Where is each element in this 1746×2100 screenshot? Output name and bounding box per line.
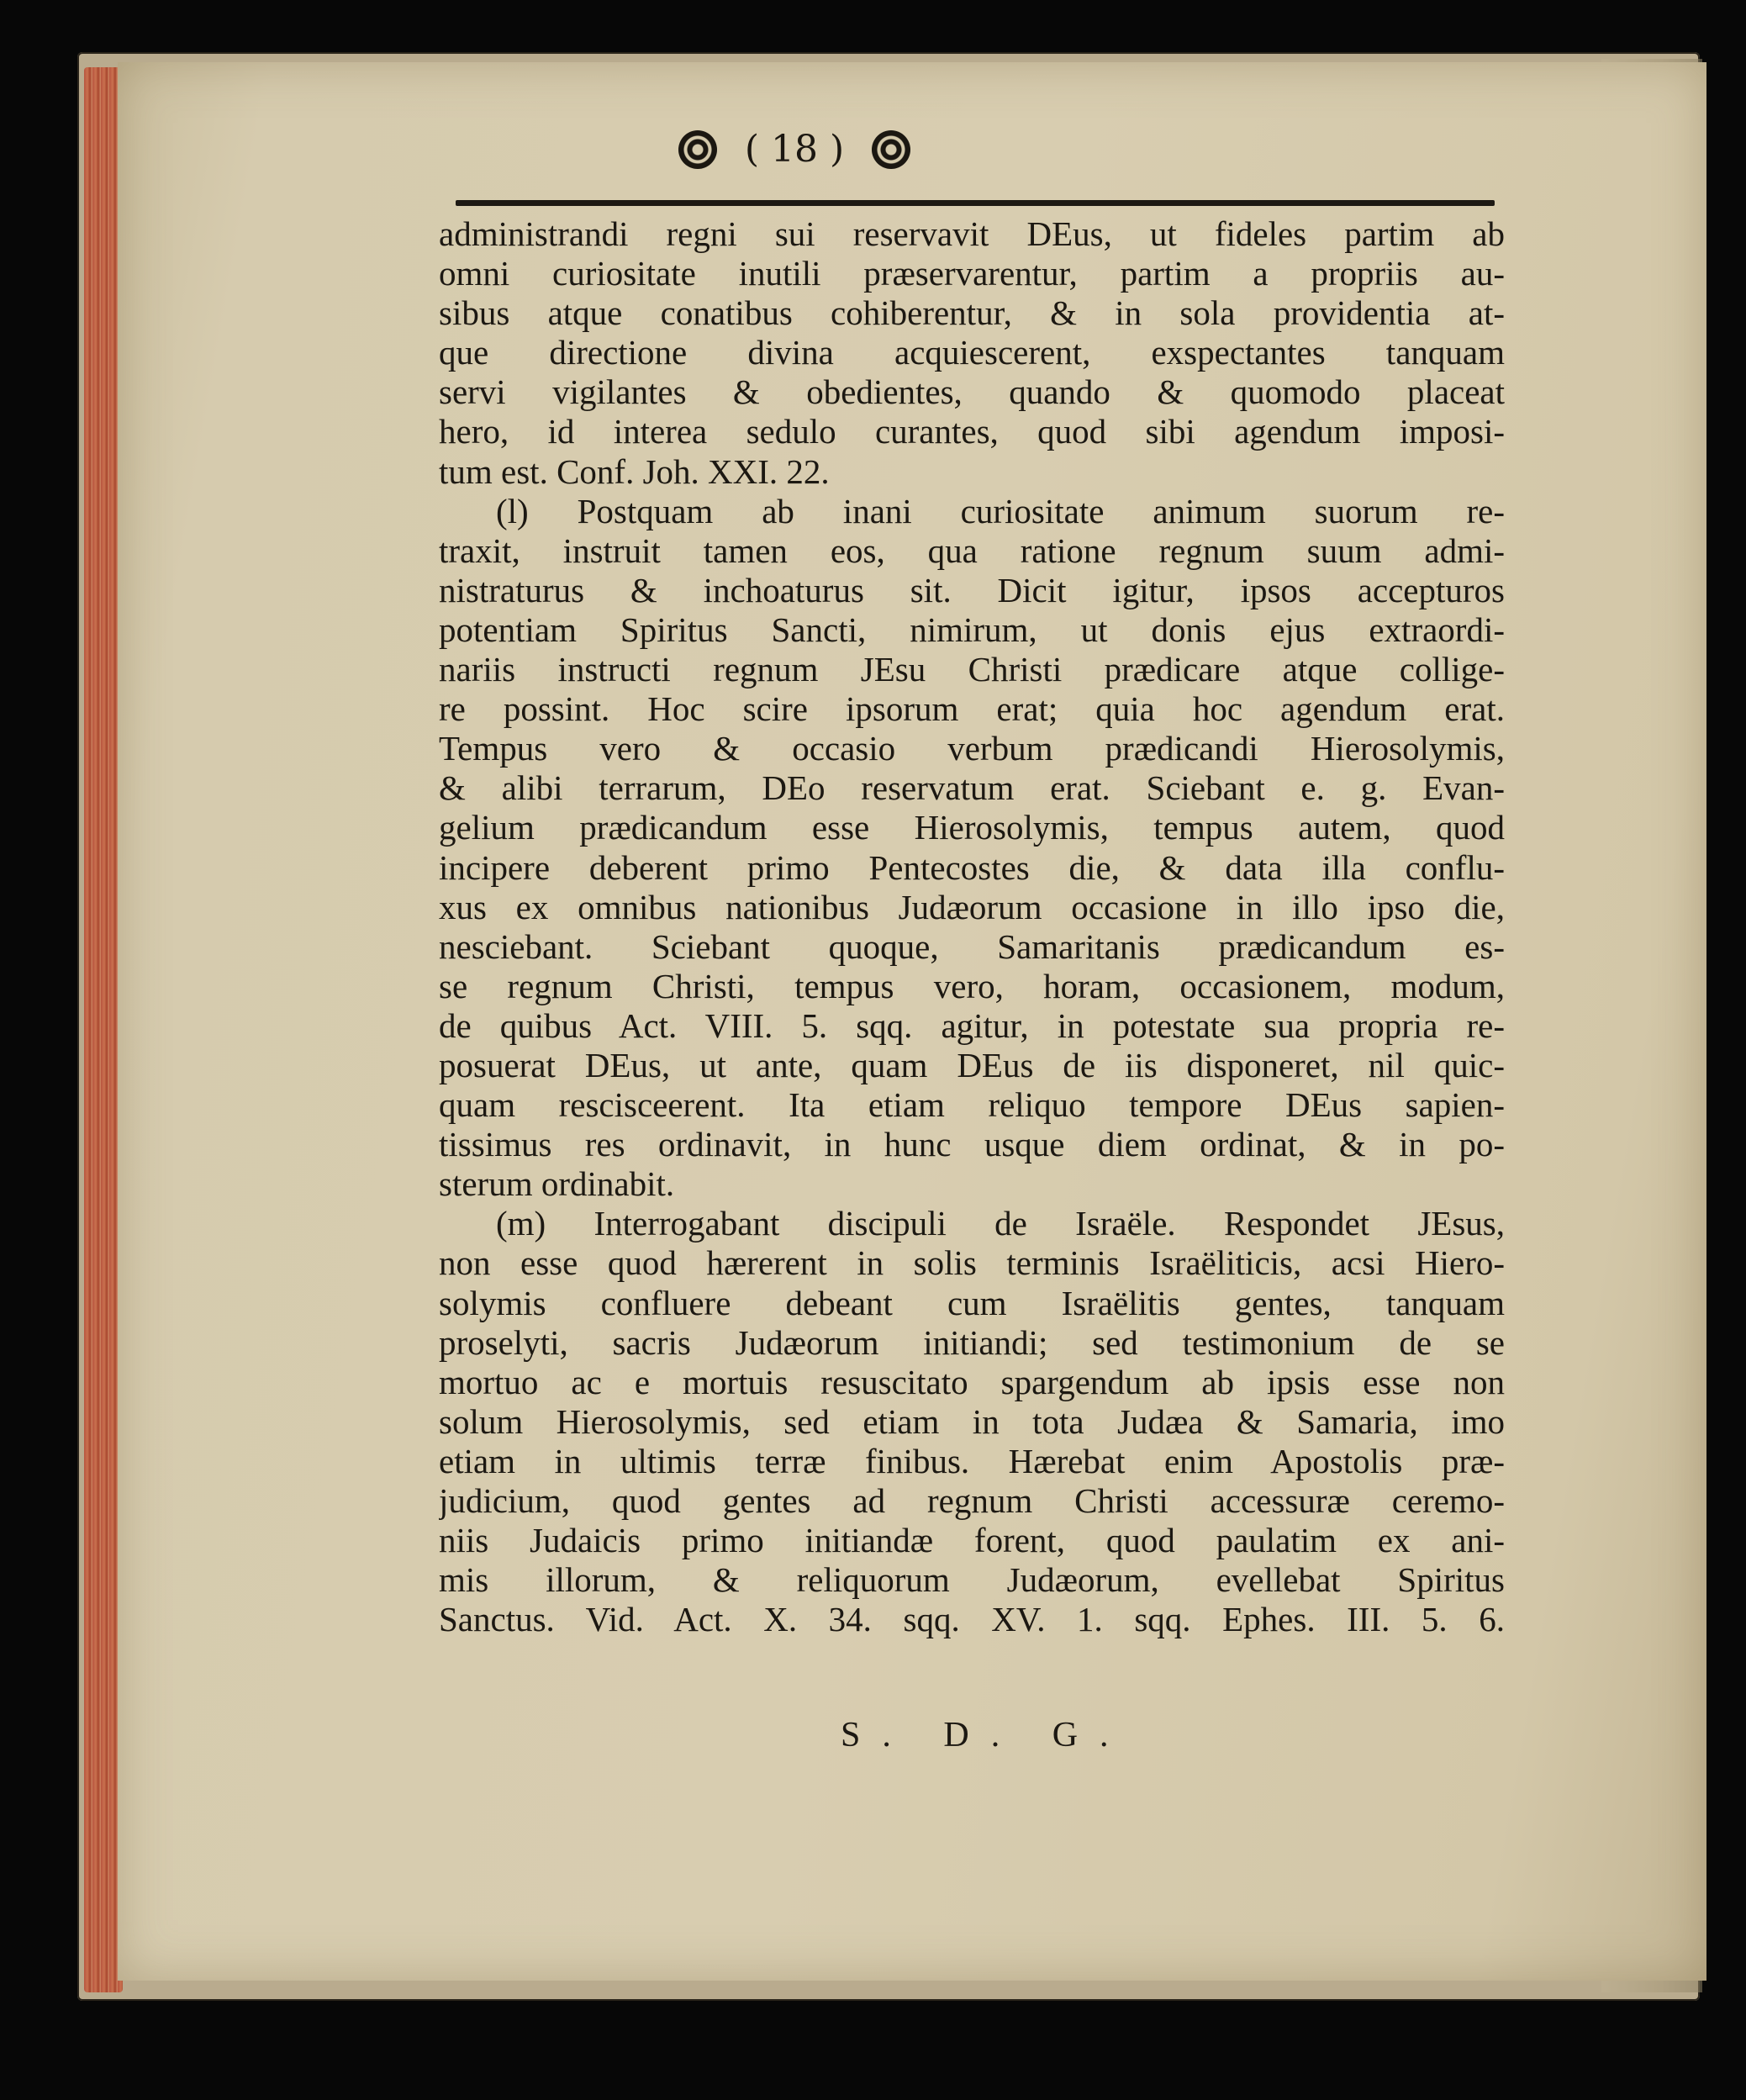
text-line: sibus atque conatibus cohiberentur, & in sola providentia at-	[439, 293, 1505, 333]
text-line: sterum ordinabit.	[439, 1164, 675, 1204]
text-line: solum Hierosolymis, sed etiam in tota Judæa & Samaria, imo	[439, 1401, 1505, 1441]
header-rule	[456, 200, 1495, 206]
text-line: solymis confluere debeant cum Israëlitis gentes, tanquam	[439, 1283, 1505, 1322]
text-line: se regnum Christi, tempus vero, horam, occasionem, modum,	[439, 966, 1505, 1005]
text-line: potentiam Spiritus Sancti, nimirum, ut donis ejus extraordi-	[439, 609, 1505, 649]
text-line: gelium prædicandum esse Hierosolymis, tempus autem, quod	[439, 808, 1505, 847]
text-line: tum est. Conf. Joh. XXI. 22.	[439, 451, 830, 491]
text-line: traxit, instruit tamen eos, qua ratione regnum suum admi-	[439, 530, 1505, 570]
text-line: incipere deberent primo Pentecostes die, & data illa conflu-	[439, 847, 1505, 887]
text-line: Tempus vero & occasio verbum prædicandi Hierosolymis,	[439, 729, 1505, 768]
text-line: nistraturus & inchoaturus sit. Dicit igitur, ipsos accepturos	[439, 570, 1505, 609]
rosette-ornament-right-icon	[872, 130, 910, 169]
closing-sdg: S. D. G.	[841, 1716, 1131, 1754]
text-line: non esse quod hærerent in solis terminis Israëliticis, acsi Hiero-	[439, 1243, 1505, 1283]
text-line: niis Judaicis primo initiandæ forent, quod paulatim ex ani-	[439, 1521, 1505, 1560]
text-line: re possint. Hoc scire ipsorum erat; quia hoc agendum erat.	[439, 689, 1505, 729]
text-line: etiam in ultimis terræ finibus. Hærebat enim Apostolis præ-	[439, 1441, 1505, 1480]
text-line: nariis instructi regnum JEsu Christi prædicare atque collige-	[439, 650, 1505, 689]
text-line: nesciebant. Sciebant quoque, Samaritanis prædicandum es-	[439, 926, 1505, 966]
text-line: hero, id interea sedulo curantes, quod sibi agendum imposi-	[439, 412, 1505, 451]
text-line: judicium, quod gentes ad regnum Christi accessuræ ceremo-	[439, 1481, 1505, 1520]
text-line: tissimus res ordinavit, in hunc usque diem ordinat, & in po-	[439, 1125, 1505, 1164]
text-line: administrandi regni sui reservavit DEus, ut fideles partim ab	[439, 214, 1505, 253]
text-line: posuerat DEus, ut ante, quam DEus de iis disponeret, nil quic-	[439, 1045, 1505, 1084]
body-text	[439, 214, 1505, 1639]
text-line: quam rescisceerent. Ita etiam reliquo tempore DEus sapien-	[439, 1085, 1505, 1125]
rosette-ornament-left-icon	[678, 130, 717, 169]
page-number: ( 18 )	[744, 128, 845, 171]
text-line: xus ex omnibus nationibus Judæorum occasione in illo ipso die,	[439, 887, 1505, 926]
text-line: proselyti, sacris Judæorum initiandi; sed testimonium de se	[439, 1322, 1505, 1362]
text-line: mortuo ac e mortuis resuscitato spargendum ab ipsis esse non	[439, 1362, 1505, 1401]
text-line: servi vigilantes & obedientes, quando & quomodo placeat	[439, 372, 1505, 412]
text-line: que directione divina acquiescerent, exspectantes tanquam	[439, 333, 1505, 372]
text-line: mis illorum, & reliquorum Judæorum, evellebat Spiritus	[439, 1560, 1505, 1600]
text-line: omni curiositate inutili præservarentur, partim a propriis au-	[439, 254, 1505, 293]
text-line: Sanctus. Vid. Act. X. 34. sqq. XV. 1. sqq. Ephes. III. 5. 6.	[439, 1600, 1505, 1639]
text-line: (m) Interrogabant discipuli de Israële. Respondet JEsus,	[496, 1204, 1505, 1243]
text-line: & alibi terrarum, DEo reservatum erat. Sciebant e. g. Evan-	[439, 768, 1505, 808]
text-line: de quibus Act. VIII. 5. sqq. agitur, in potestate sua propria re-	[439, 1005, 1505, 1045]
page-header	[437, 128, 1152, 195]
text-line: (l) Postquam ab inani curiositate animum suorum re-	[496, 491, 1505, 530]
